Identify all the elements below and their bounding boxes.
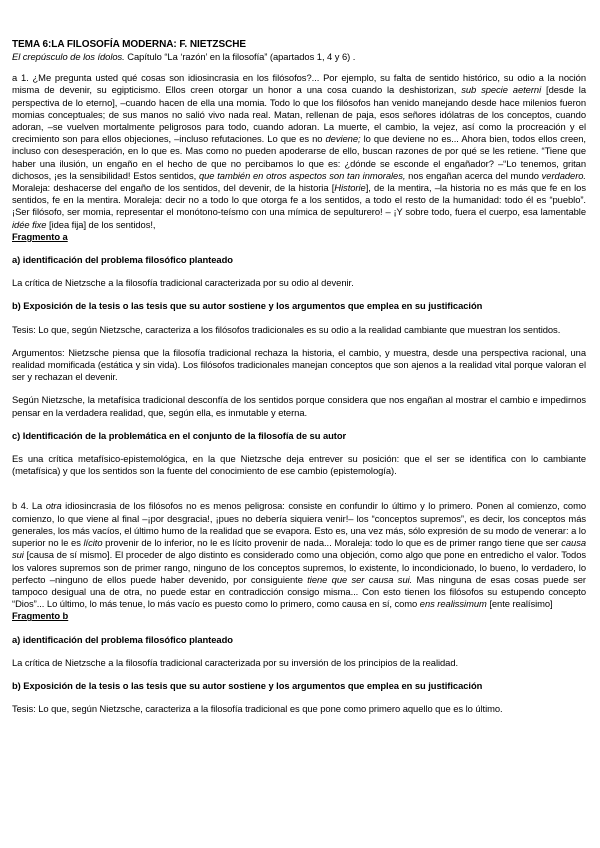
fragment-a-answer-a: La crítica de Nietzsche a la filosofía tradicional caracterizada por su odio al devenir.	[12, 277, 354, 289]
text-segment: idiosincrasia de los filósofos no es menos peligrosa: consiste en confundir lo último y lo primero. Ponen al comienzo, como comienzo, lo que viene al final –¡por desgracia!, ¡pues no debería siquiera venir!– los “conceptos supremos”, es decir, los conceptos más generales, los más vacíos, el último humo de la realidad que se evapora. Esto es, una vez más, sólo expresión de su modo de venerar: a lo superior no le es	[12, 500, 586, 549]
fragment-b-text	[12, 500, 586, 610]
chapter-reference: Capítulo “La ‘razón’ en la filosofía” (apartados 1, 4 y 6) .	[124, 51, 356, 62]
fragment-b-label: Fragmento b	[12, 610, 69, 622]
fragment-a-text	[12, 72, 586, 231]
fragment-b-answer-a: La crítica de Nietzsche a la filosofía tradicional caracterizada por su inversión de los principios de la realidad.	[12, 656, 459, 668]
italic-term: deviene;	[325, 133, 361, 145]
text-segment: [desde la perspectiva de lo eterno], –cuando hacen de ella una momia. Todo lo que los filósofos han venido manejando desde hace milenios fueron momias conceptuales; de sus manos no salió vivo nada real. Matan, rellenan de paja, esos señores idólatras de los conceptos, cuando adoran, –se vuelven mortalmente peligrosos para todo, cuando adoran. La muerte, el cambio, la vejez, así como la procreación y el crecimiento son para ellos objeciones, –incluso refutaciones. Lo que es no	[12, 84, 586, 145]
fragment-a-heading-a: a) identificación del problema filosófico planteado	[12, 254, 233, 266]
italic-term: lícito	[83, 537, 103, 549]
document-page	[12, 38, 586, 715]
text-segment: [ente realísimo]	[486, 598, 553, 610]
text-segment: [idea fija] de los sentidos!,	[46, 218, 156, 230]
italic-term: que también en otros aspectos son tan inmorales,	[198, 169, 406, 181]
text-segment: ], de la mentira, –la historia no es más que fe en los sentidos, fe en la mentira. Moraleja: decir no a todo lo que otorga fe a los sentidos, a todo el resto de la humanidad: todo él es “pueblo”. ¡Ser filósofo, ser momia, representar el monótono-teísmo con una mímica de sepulturero! – ¡Y sobre todo, fuera el cuerpo, esa lamentable	[12, 182, 586, 218]
fragment-a-answer-c: Es una crítica metafísico-epistemológica, en la que Nietzsche deja entrever su posición: que el ser se identifica con lo cambiante (metafísica) y que los sentidos son la fuente del conocimiento de ese cambio (epistemología).	[12, 453, 586, 477]
fragment-b-heading-a: a) identificación del problema filosófico planteado	[12, 633, 233, 645]
text-segment: lo que deviene no es... Ahora bien, todos ellos creen, incluso con desesperación, en lo que es. Mas como no pueden apoderarse de ello, buscan razones de por qué se les retiene. “Tiene que haber una ilusión, un engaño en el hecho de que no percibamos lo que es: ¿dónde se esconde el engañador? –“Lo tenemos, gritan dichosos, ¡es la sensibilidad! Estos sentidos,	[12, 133, 586, 181]
italic-term: otra	[45, 500, 62, 512]
italic-term: sub specie aeterni	[461, 84, 542, 96]
text-segment: a 1. ¿Me pregunta usted qué cosas son idiosincrasia en los filósofos?... Por ejemplo, su falta de sentido histórico, su odio a la noción misma de devenir, su egipticismo. Ellos creen otorgar un honor a una cosa cuando la deshistorizan,	[12, 72, 586, 96]
italic-term: Historie	[334, 182, 366, 194]
text-segment: Moraleja: deshacerse del engaño de los sentidos, del devenir, de la historia [	[12, 182, 335, 194]
text-segment: provenir de lo inferior, no le es lícito provenir de nada... Moraleja: todo lo que es de primer rango tiene que ser	[102, 537, 562, 549]
text-segment: [causa de sí mismo]. El proceder de algo distinto es considerado como una objeción, como algo que pone en entredicho el valor. Todos los valores supremos son de primer rango, ninguno de los conceptos supremos, lo existente, lo incondicionado, lo bueno, lo verdadero, lo perfecto –ninguno de ellos puede haber devenido, por consiguiente	[12, 549, 586, 585]
text-segment: Mas ninguna de esas cosas puede ser tampoco desigual una de otra, no puede estar en contradicción consigo misma... Con esto tienen los filósofos su estupendo concepto “Dios”... Lo último, lo más tenue, lo más vacío es puesto como lo primero, como causa en sí, como	[12, 573, 586, 610]
fragment-a-label: Fragmento a	[12, 230, 68, 242]
document-title: TEMA 6:LA FILOSOFÍA MODERNA: F. NIETZSCHE	[12, 39, 247, 50]
fragment-a-heading-c: c) Identificación de la problemática en el conjunto de la filosofía de su autor	[12, 429, 347, 441]
document-subtitle	[12, 51, 586, 63]
fragment-b-tesis: Tesis: Lo que, según Nietzsche, caracteriza a la filosofía tradicional es que pone como primero aquello que es lo último.	[12, 703, 503, 715]
italic-term: tiene que ser causa sui.	[307, 573, 413, 585]
text-segment: b 4. La	[12, 500, 46, 512]
fragment-a-argumentos: Argumentos: Nietzsche piensa que la filosofía tradicional rechaza la historia, el cambio, y muestra, desde una perspectiva racional, una realidad momificada (estática y sin vida). Los filósofos tradicionales manejan conceptos que son ajenos a la realidad vital porque valoran el ser y rechazan el devenir.	[12, 346, 586, 383]
fragment-a-segun: Según Nietzsche, la metafísica tradicional desconfía de los sentidos porque considera que nos engañan al mostrar el cambio e impedirnos pensar en la verdadera realidad, que, según ella, es inmutable y eterna.	[12, 394, 586, 418]
fragment-a-tesis: Tesis: Lo que, según Nietzsche, caracteriza a los filósofos tradicionales es su odio a la realidad cambiante que muestran los sentidos.	[12, 323, 561, 335]
text-segment: nos engañan acerca del mundo	[405, 169, 542, 181]
italic-term: idée fixe	[12, 218, 47, 230]
section-spacer	[12, 477, 586, 500]
italic-term: verdadero.	[541, 169, 586, 181]
italic-term: causa sui	[12, 537, 587, 561]
italic-term: ens realissimum	[419, 598, 487, 610]
book-title: El crepúsculo de los ídolos.	[12, 51, 125, 62]
fragment-b-heading-b: b) Exposición de la tesis o las tesis que su autor sostiene y los argumentos que emplea en su justificación	[12, 679, 483, 691]
fragment-a-heading-b: b) Exposición de la tesis o las tesis que su autor sostiene y los argumentos que emplea en su justificación	[12, 300, 483, 312]
